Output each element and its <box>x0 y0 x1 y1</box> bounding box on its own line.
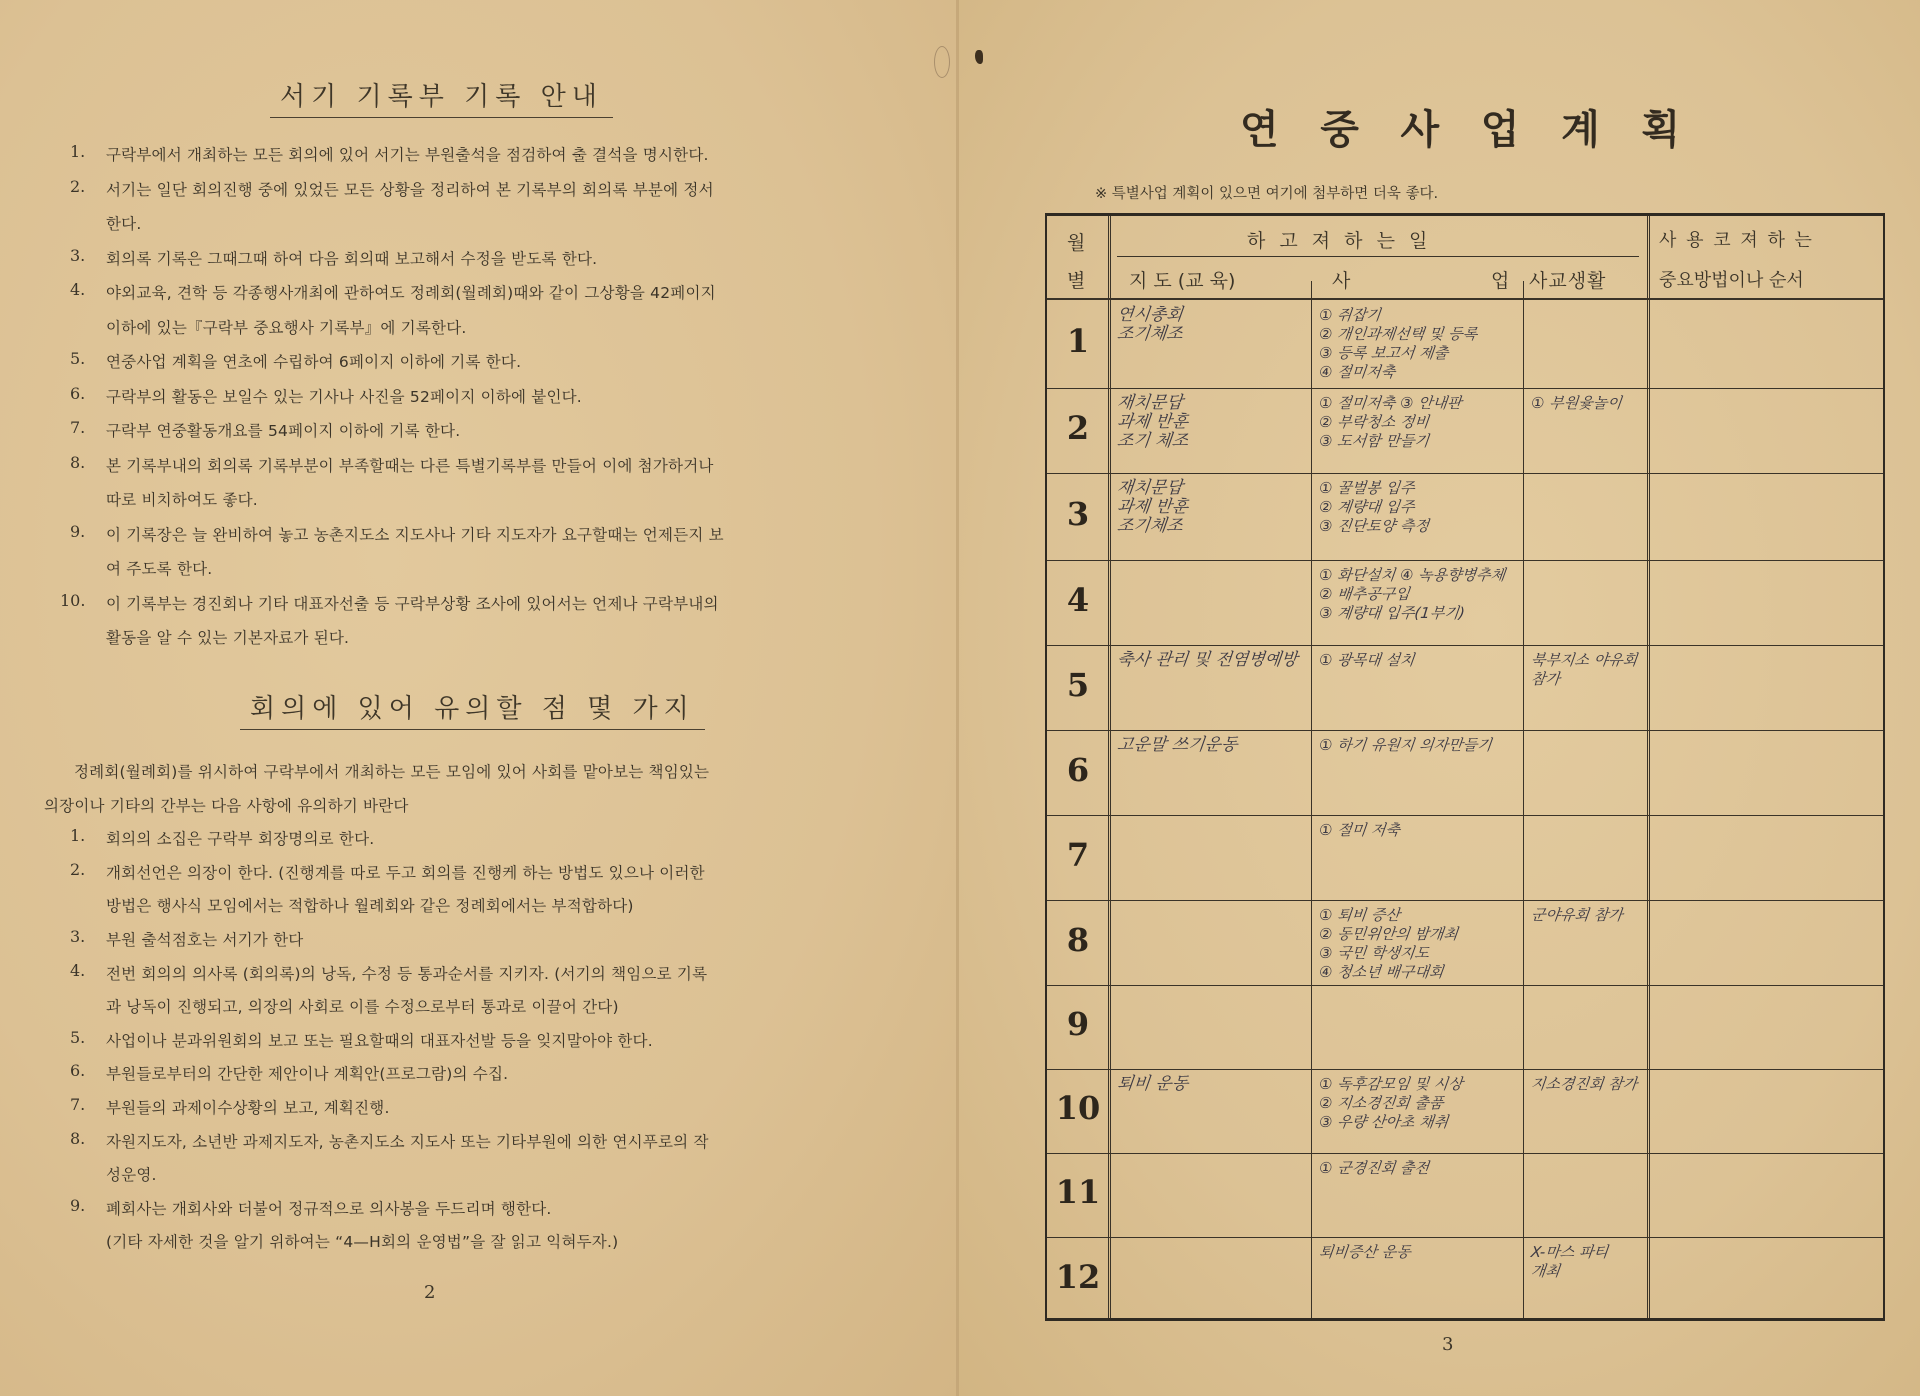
title-char: 연 <box>1240 107 1279 153</box>
guidance-cell <box>1117 736 1237 755</box>
handwritten-entry: 조기 체조 <box>1116 431 1190 451</box>
list-number: 5. <box>70 1027 86 1047</box>
list-number: 8. <box>70 1128 86 1148</box>
handwritten-entry: 과제 반훈 <box>1116 497 1190 517</box>
list-number: 3. <box>70 927 86 946</box>
list-item-text: 전번 회의의 의사록 (회의록)의 낭독, 수정 등 통과순서를 지키자. (서기의 책임으로 기록 <box>106 964 708 983</box>
list-item-text: 구락부에서 개최하는 모든 회의에 있어 서기는 부원출석을 점검하여 출 결석을 명시한다. <box>106 146 709 164</box>
list-item-text: 자원지도자, 소년반 과제지도자, 농촌지도소 지도사 또는 기타부원에 의한 연시푸로의 작 <box>106 1132 709 1151</box>
list-item-text: 야외교육, 견학 등 각종행사개최에 관하여도 정례회(월례회)때와 같이 그상황을 42페이지 <box>106 284 716 302</box>
list-item-text: 성운영. <box>106 1166 157 1185</box>
special-plan-note: ※ 특별사업 계획이 있으면 여기에 첨부하면 더욱 좋다. <box>1095 186 1439 202</box>
list-number: 2. <box>70 176 86 196</box>
list-number: 4. <box>70 960 86 980</box>
handwritten-entry: ② 계량대 입주 <box>1318 498 1416 516</box>
guidance-cell <box>1117 394 1188 451</box>
handwritten-entry: 참가 <box>1530 670 1561 688</box>
handwritten-entry: 조기체조 <box>1116 516 1184 536</box>
handwritten-entry: ① 하기 유원지 의자만들기 <box>1318 736 1493 754</box>
handwritten-entry: ③ 도서함 만들기 <box>1318 432 1430 450</box>
handwritten-entry: 퇴비증산 운동 <box>1318 1243 1412 1261</box>
business-cell <box>1319 736 1492 755</box>
business-cell <box>1319 306 1477 382</box>
list-number: 8. <box>70 452 86 472</box>
list-item-text: 본 기록부내의 회의록 기록부분이 부족할때는 다른 특별기록부를 만들어 이에 첨가하거나 <box>106 456 714 475</box>
month-number: 5 <box>1066 665 1090 704</box>
handwritten-entry: ① 광목대 설치 <box>1318 651 1416 669</box>
social-life-cell <box>1531 906 1623 925</box>
list-item-text: 연중사업 계획을 연초에 수립하여 6페이지 이하에 기록 한다. <box>106 353 522 371</box>
title-char: 획 <box>1641 107 1680 153</box>
title-char: 업 <box>1480 107 1520 153</box>
title-char: 중 <box>1320 107 1359 153</box>
list-number: 9. <box>70 1195 86 1215</box>
list-item-text: 사업이나 분과위원회의 보고 또는 필요할때의 대표자선발 등을 잊지말아야 한다. <box>106 1031 653 1050</box>
business-cell <box>1319 821 1400 840</box>
business-cell <box>1319 1075 1463 1132</box>
guidance-cell <box>1117 651 1297 670</box>
list-number: 7. <box>70 418 86 437</box>
pen-mark <box>934 46 950 78</box>
header-sub-divider <box>1117 256 1639 257</box>
handwritten-entry: ① 부원윷놀이 <box>1530 394 1623 412</box>
title-char: 계 <box>1561 107 1600 153</box>
list-item-text: 활동을 알 수 있는 기본자료가 된다. <box>106 629 350 647</box>
table-row-month-10 <box>1047 1069 1883 1153</box>
header-planned-work: 하 고 져 하 는 일 <box>1247 230 1432 252</box>
list-number: 3. <box>70 245 86 265</box>
handwritten-entry: 지소경진회 참가 <box>1530 1075 1639 1093</box>
list-number: 5. <box>70 349 86 368</box>
list-item-text: 이 기록부는 경진회나 기타 대표자선출 등 구락부상황 조사에 있어서는 언제나 구락부내의 <box>106 594 719 613</box>
handwritten-entry: 재치문답 <box>1116 393 1184 413</box>
handwritten-entry: ① 꿀벌봉 입주 <box>1318 479 1416 497</box>
list-number: 1. <box>70 826 86 846</box>
handwritten-entry: ④ 절미저축 <box>1318 363 1397 381</box>
table-row-month-9 <box>1047 985 1883 1069</box>
book-gutter <box>956 0 959 1396</box>
list-item-text: 의장이나 기타의 간부는 다음 사항에 유의하기 바란다 <box>44 796 409 815</box>
handwritten-entry: 과제 반훈 <box>1116 412 1190 432</box>
handwritten-entry: ① 절미 저축 <box>1318 821 1401 839</box>
business-cell <box>1319 1243 1411 1262</box>
business-cell <box>1319 566 1505 623</box>
table-row-month-5 <box>1047 645 1883 730</box>
list-item-text: 부원들의 과제이수상황의 보고, 계획진행. <box>106 1099 390 1117</box>
list-item-text: (기타 자세한 것을 알기 위하여는 “4—H회의 운영법”을 잘 읽고 익혀두자.) <box>106 1233 619 1252</box>
social-life-cell <box>1531 1243 1608 1281</box>
list-number: 7. <box>70 1095 86 1114</box>
list-item-text: 방법은 행사식 모임에서는 적합하나 월례회와 같은 정례회에서는 부적합하다) <box>106 897 634 916</box>
table-row-month-2 <box>1047 388 1883 473</box>
table-row-month-12 <box>1047 1237 1883 1322</box>
list-item-text: 이 기록장은 늘 완비하여 놓고 농촌지도소 지도사나 기타 지도자가 요구할때는 언제든지 보 <box>106 525 724 544</box>
business-cell <box>1319 651 1414 670</box>
handwritten-entry: ③ 진단토양 측정 <box>1318 517 1430 535</box>
handwritten-entry: 연시총회 <box>1116 305 1184 325</box>
guidance-cell <box>1117 306 1183 344</box>
handwritten-entry: 군야유회 참가 <box>1530 906 1624 924</box>
month-number: 8 <box>1066 920 1090 959</box>
list-item-text: 이하에 있는『구락부 중요행사 기록부』에 기록한다. <box>106 318 467 337</box>
list-item-text: 한다. <box>106 215 142 233</box>
list-number: 2. <box>70 859 86 879</box>
title-char: 사 <box>1400 107 1440 153</box>
list-item-text: 회의의 소집은 구락부 회장명의로 한다. <box>106 830 375 849</box>
handwritten-entry: ② 지소경진회 출품 <box>1318 1094 1445 1112</box>
header-social-life: 사교생활 <box>1529 270 1607 292</box>
month-number: 7 <box>1066 835 1090 874</box>
handwritten-entry: ② 배추공구입 <box>1318 585 1411 603</box>
handwritten-entry: ① 퇴비 증산 <box>1318 906 1401 924</box>
annual-plan-table <box>1045 213 1885 1321</box>
header-method-bottom: 중요방법이나 순서 <box>1659 270 1804 291</box>
handwritten-entry: ① 화단설치 ④ 녹용향병추체 <box>1318 566 1507 584</box>
header-guidance: 지 도 (교 육) <box>1129 270 1236 292</box>
handwritten-entry: 축사 관리 및 전염병예방 <box>1116 650 1299 670</box>
list-number: 9. <box>70 521 86 541</box>
handwritten-entry: ① 독후감모임 및 시상 <box>1318 1075 1464 1093</box>
page-number-left: 2 <box>424 1282 436 1303</box>
handwritten-entry: ② 개인과제선택 및 등록 <box>1318 325 1479 343</box>
month-number: 9 <box>1066 1005 1090 1043</box>
month-number: 2 <box>1066 408 1090 447</box>
handwritten-entry: ③ 국민 학생지도 <box>1318 944 1430 962</box>
list-item-text: 부원들로부터의 간단한 제안이나 계획안(프로그람)의 수집. <box>106 1065 509 1084</box>
list-item-text: 개회선언은 의장이 한다. (진행계를 따로 두고 회의를 진행케 하는 방법도 있으나 이러한 <box>106 863 705 882</box>
handwritten-entry: ④ 청소년 배구대회 <box>1318 963 1445 981</box>
business-cell <box>1319 479 1429 536</box>
month-number: 10 <box>1055 1089 1101 1127</box>
list-number: 6. <box>70 383 86 403</box>
handwritten-entry: X-마스 파티 <box>1530 1243 1610 1261</box>
handwritten-entry: 북부지소 야유회 <box>1530 651 1639 669</box>
handwritten-entry: ① 군경진회 출전 <box>1318 1159 1430 1177</box>
month-number: 4 <box>1066 580 1090 619</box>
list-item-text: 구락부의 활동은 보일수 있는 기사나 사진을 52페이지 이하에 붙인다. <box>106 387 582 406</box>
list-item-text: 서기는 일단 회의진행 중에 있었든 모든 상황을 정리하여 본 기록부의 회의록 부분에 정서 <box>106 180 714 199</box>
social-life-cell <box>1531 1075 1637 1094</box>
table-row-month-6 <box>1047 730 1883 815</box>
month-number: 1 <box>1066 322 1090 360</box>
table-row-month-7 <box>1047 815 1883 900</box>
list-number: 1. <box>70 142 86 161</box>
handwritten-entry: 조기체조 <box>1116 324 1184 344</box>
list-item-text: 폐회사는 개회사와 더불어 정규적으로 의사봉을 두드리며 행한다. <box>106 1199 552 1218</box>
list-item-text: 부원 출석점호는 서기가 한다 <box>106 931 304 949</box>
handwritten-entry: ② 부락청소 정비 <box>1318 413 1430 431</box>
page-number-right: 3 <box>1442 1334 1454 1355</box>
section-title-secretary-guide: 서기 기록부 기록 안내 <box>270 76 613 118</box>
handwritten-entry: ① 절미저축 ③ 안내판 <box>1318 394 1463 412</box>
list-item-text: 구락부 연중활동개요를 54페이지 이하에 기록 한다. <box>106 422 461 440</box>
list-item-text: 정례회(월례회)를 위시하여 구락부에서 개최하는 모든 모임에 있어 사회를 맡아보는 책임있는 <box>74 763 710 781</box>
table-row-month-11 <box>1047 1153 1883 1237</box>
month-number: 3 <box>1066 494 1090 533</box>
table-row-month-3 <box>1047 473 1883 560</box>
header-month-bottom: 별 <box>1067 270 1086 292</box>
list-number: 4. <box>70 280 86 299</box>
header-business-left: 사 <box>1332 270 1351 292</box>
list-item-text: 따로 비치하여도 좋다. <box>106 491 258 509</box>
business-cell <box>1319 394 1462 451</box>
list-item-text: 회의록 기록은 그때그때 하여 다음 회의때 보고해서 수정을 받도록 한다. <box>106 249 598 268</box>
business-cell <box>1319 906 1458 982</box>
table-row-month-1 <box>1047 300 1883 388</box>
handwritten-entry: ③ 계량대 입주(1부기) <box>1318 604 1466 622</box>
business-cell <box>1319 1159 1429 1178</box>
list-item-text: 여 주도록 한다. <box>106 560 213 578</box>
handwritten-entry: 고운말 쓰기운동 <box>1116 735 1239 755</box>
header-method-top: 사 용 코 져 하 는 <box>1659 230 1814 251</box>
handwritten-entry: ③ 등록 보고서 제출 <box>1318 344 1450 362</box>
section-title-meeting-notes: 회의에 있어 유의할 점 몇 가지 <box>240 688 705 730</box>
header-business-right: 업 <box>1491 270 1510 292</box>
guidance-cell <box>1117 479 1188 536</box>
social-life-cell <box>1531 651 1637 689</box>
handwritten-entry: ① 쥐잡기 <box>1318 306 1382 324</box>
header-month-top: 월 <box>1067 232 1086 254</box>
month-number: 12 <box>1055 1257 1101 1296</box>
month-number: 11 <box>1055 1173 1101 1211</box>
list-number: 6. <box>70 1061 86 1081</box>
handwritten-entry: 재치문답 <box>1116 478 1184 498</box>
table-row-month-4 <box>1047 560 1883 645</box>
handwritten-entry: ② 동민위안의 밤개최 <box>1318 925 1459 943</box>
handwritten-entry: ③ 우량 산아초 채취 <box>1318 1113 1450 1131</box>
social-life-cell <box>1531 394 1622 413</box>
list-number: 10. <box>60 590 86 610</box>
list-item-text: 과 낭독이 진행되고, 의장의 사회로 이를 수정으로부터 통과로 이끌어 간다) <box>106 998 619 1017</box>
guidance-cell <box>1117 1075 1188 1094</box>
handwritten-entry: 퇴비 운동 <box>1116 1074 1190 1094</box>
month-number: 6 <box>1066 750 1090 789</box>
ink-spot <box>975 50 983 64</box>
table-row-month-8 <box>1047 900 1883 985</box>
handwritten-entry: 개최 <box>1530 1262 1561 1280</box>
page-title-annual-plan <box>1240 98 1680 155</box>
